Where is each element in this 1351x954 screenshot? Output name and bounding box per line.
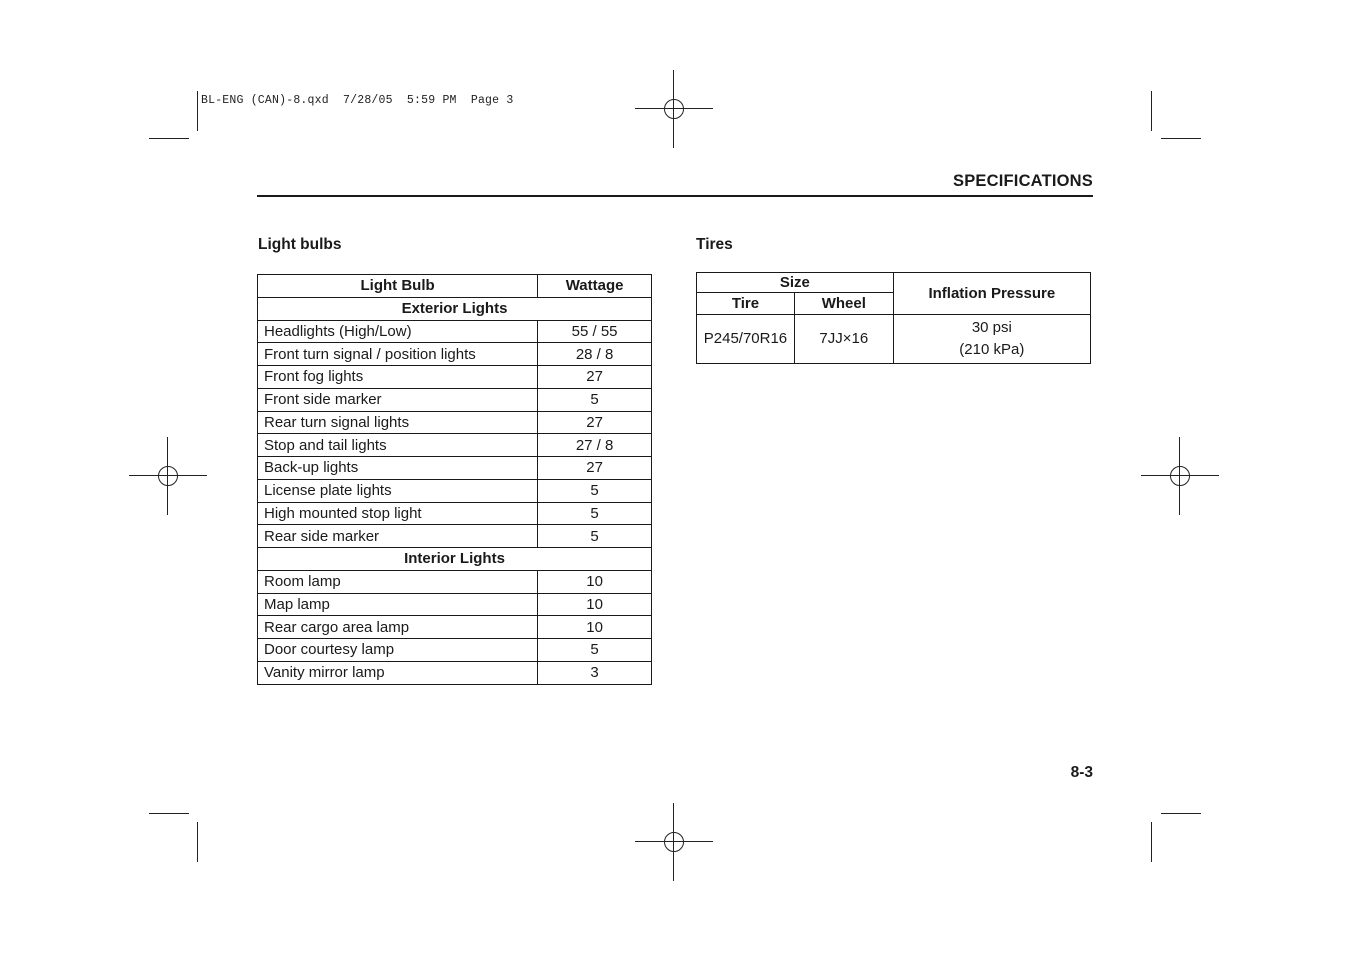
registration-mark <box>1141 437 1219 515</box>
registration-mark <box>635 803 713 881</box>
bulb-name: Rear side marker <box>258 525 538 548</box>
header-rule <box>257 195 1093 197</box>
group-row-exterior <box>258 297 652 320</box>
bulb-wattage: 55 / 55 <box>538 320 652 343</box>
light-bulbs-table <box>257 274 652 685</box>
bulb-wattage: 10 <box>538 570 652 593</box>
registration-mark <box>129 437 207 515</box>
bulb-name: Room lamp <box>258 570 538 593</box>
table-row <box>258 593 652 616</box>
bulb-wattage: 5 <box>538 479 652 502</box>
print-slug: BL-ENG (CAN)-8.qxd 7/28/05 5:59 PM Page 3 <box>201 94 514 107</box>
inflation-pressure <box>893 315 1090 364</box>
table-row <box>697 315 1091 364</box>
crop-mark <box>1161 813 1201 814</box>
table-row <box>258 320 652 343</box>
column-header-wattage: Wattage <box>538 275 652 298</box>
crop-mark <box>1151 822 1152 862</box>
table-row <box>258 366 652 389</box>
registration-mark <box>635 70 713 148</box>
group-row-interior <box>258 548 652 571</box>
bulb-name: Door courtesy lamp <box>258 639 538 662</box>
group-label-exterior: Exterior Lights <box>258 297 652 320</box>
bulb-name: Front side marker <box>258 388 538 411</box>
bulb-wattage: 5 <box>538 502 652 525</box>
table-row <box>258 502 652 525</box>
bulb-wattage: 3 <box>538 661 652 684</box>
bulb-name: Front fog lights <box>258 366 538 389</box>
crop-mark <box>149 813 189 814</box>
tire-size: P245/70R16 <box>697 315 795 364</box>
table-header-row <box>258 275 652 298</box>
column-header-wheel: Wheel <box>794 293 893 315</box>
bulb-wattage: 28 / 8 <box>538 343 652 366</box>
crop-mark <box>197 822 198 862</box>
group-label-interior: Interior Lights <box>258 548 652 571</box>
bulb-wattage: 27 <box>538 411 652 434</box>
table-row <box>258 457 652 480</box>
bulb-name: Headlights (High/Low) <box>258 320 538 343</box>
bulb-wattage: 10 <box>538 616 652 639</box>
table-row <box>258 661 652 684</box>
table-row <box>258 570 652 593</box>
bulb-wattage: 27 <box>538 366 652 389</box>
bulb-name: Back-up lights <box>258 457 538 480</box>
table-row <box>258 388 652 411</box>
bulb-wattage: 5 <box>538 525 652 548</box>
light-bulbs-heading: Light bulbs <box>258 236 342 253</box>
page-number: 8-3 <box>1070 764 1093 781</box>
bulb-wattage: 5 <box>538 388 652 411</box>
table-row <box>258 525 652 548</box>
column-header-size: Size <box>697 273 894 293</box>
tires-table <box>696 272 1091 364</box>
crop-mark <box>1151 91 1152 131</box>
table-row <box>258 434 652 457</box>
bulb-wattage: 10 <box>538 593 652 616</box>
crop-mark <box>1161 138 1201 139</box>
bulb-name: Rear cargo area lamp <box>258 616 538 639</box>
table-row <box>258 343 652 366</box>
table-row <box>258 616 652 639</box>
table-header-row <box>697 273 1091 293</box>
bulb-name: Vanity mirror lamp <box>258 661 538 684</box>
pressure-kpa: (210 kPa) <box>959 341 1025 358</box>
crop-mark <box>197 91 198 131</box>
section-title: SPECIFICATIONS <box>952 172 1093 190</box>
bulb-wattage: 5 <box>538 639 652 662</box>
bulb-name: License plate lights <box>258 479 538 502</box>
table-row <box>258 411 652 434</box>
column-header-light-bulb: Light Bulb <box>258 275 538 298</box>
column-header-tire: Tire <box>697 293 795 315</box>
bulb-wattage: 27 / 8 <box>538 434 652 457</box>
bulb-name: High mounted stop light <box>258 502 538 525</box>
table-row <box>258 479 652 502</box>
bulb-name: Stop and tail lights <box>258 434 538 457</box>
column-header-inflation-pressure: Inflation Pressure <box>893 273 1090 315</box>
wheel-size: 7JJ×16 <box>794 315 893 364</box>
table-row <box>258 639 652 662</box>
crop-mark <box>149 138 189 139</box>
tires-heading: Tires <box>696 236 733 253</box>
bulb-wattage: 27 <box>538 457 652 480</box>
bulb-name: Front turn signal / position lights <box>258 343 538 366</box>
pressure-psi: 30 psi <box>971 319 1012 336</box>
bulb-name: Rear turn signal lights <box>258 411 538 434</box>
bulb-name: Map lamp <box>258 593 538 616</box>
